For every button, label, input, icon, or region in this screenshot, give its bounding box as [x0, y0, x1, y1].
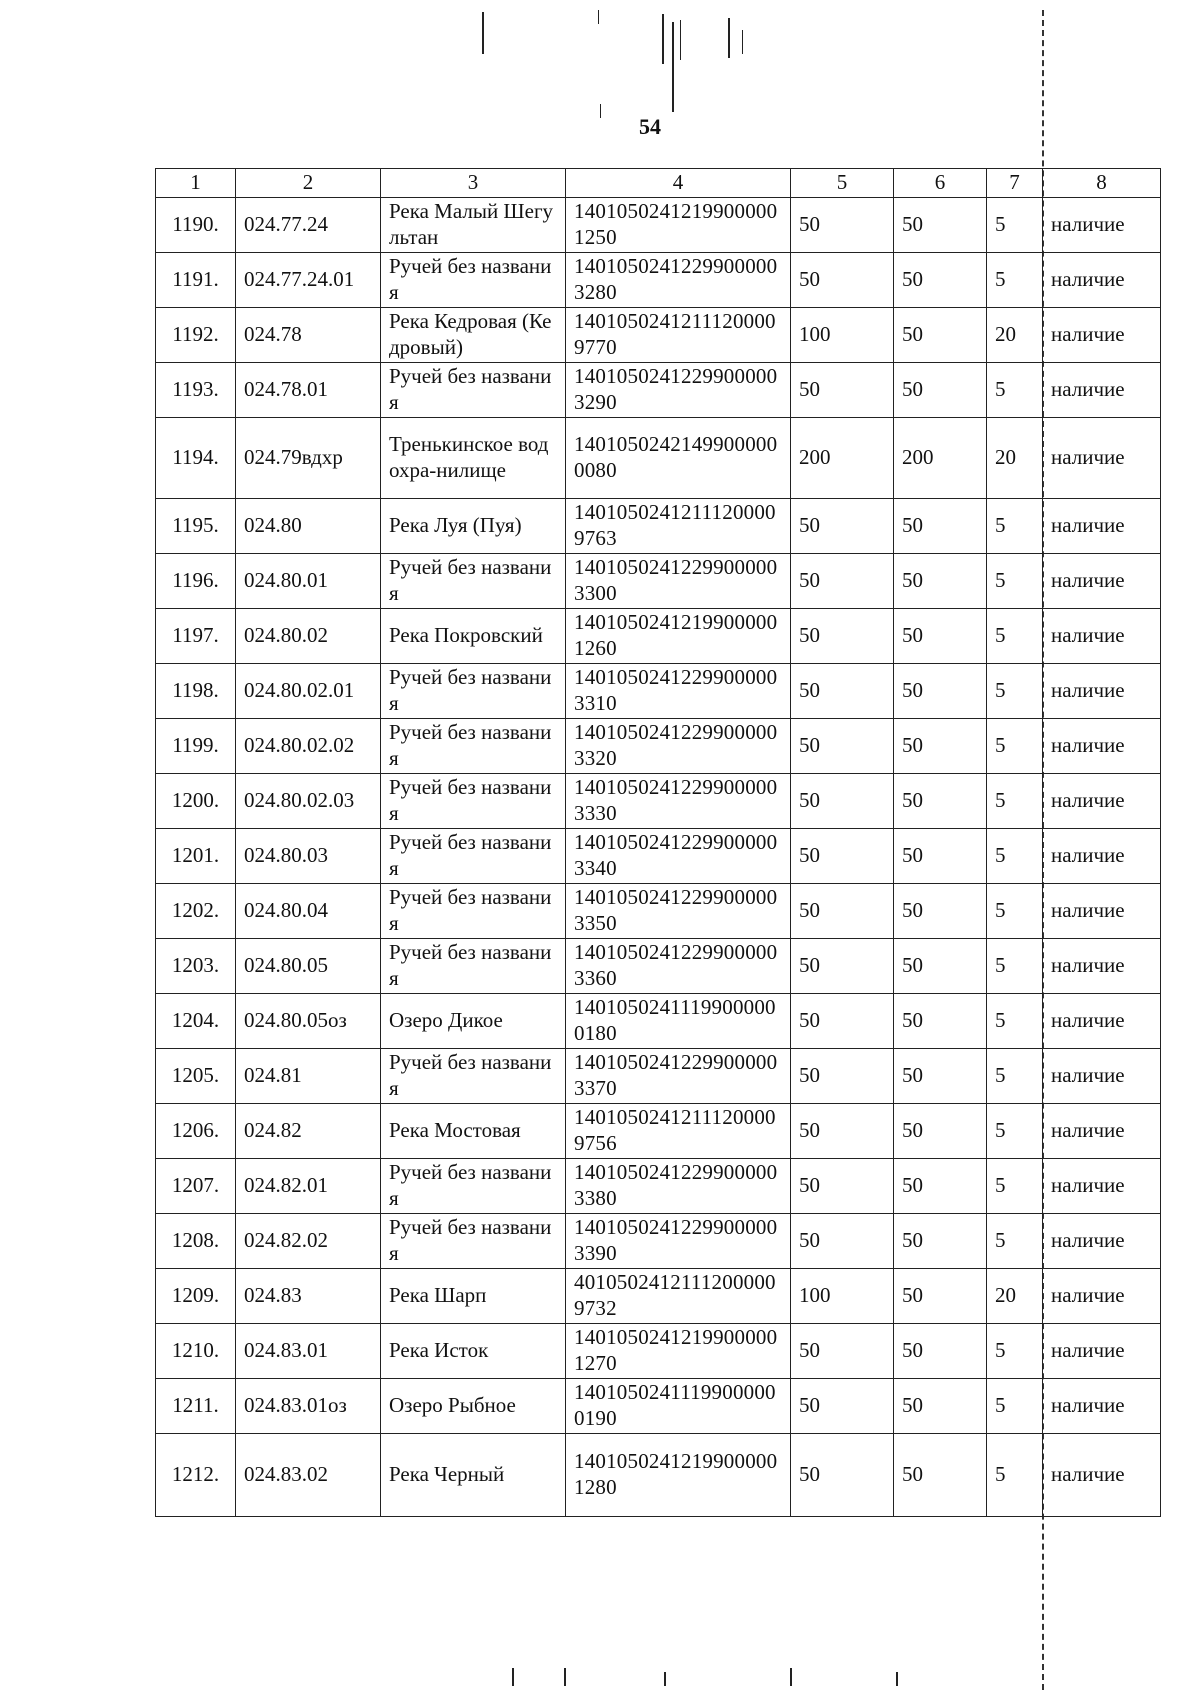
- scan-artifact: [896, 1672, 898, 1686]
- row-number: 1202.: [156, 884, 236, 939]
- value-col6: 50: [894, 1434, 987, 1517]
- water-bodies-table: [155, 168, 1161, 1517]
- table-body: [156, 198, 1161, 1517]
- scan-artifact: [680, 20, 681, 60]
- registry-id: 14010502412299000003390: [566, 1214, 791, 1269]
- value-col5: 50: [791, 719, 894, 774]
- table-row: [156, 1104, 1161, 1159]
- registry-id: 14010502412299000003290: [566, 363, 791, 418]
- row-number: 1198.: [156, 664, 236, 719]
- value-col5: 50: [791, 1214, 894, 1269]
- registry-id: 14010502412111200009763: [566, 499, 791, 554]
- value-col7: 5: [987, 1159, 1043, 1214]
- object-code: 024.78: [236, 308, 381, 363]
- status-cell: наличие: [1043, 198, 1161, 253]
- registry-id: 14010502412299000003300: [566, 554, 791, 609]
- object-name: Ручей без названия: [381, 1214, 566, 1269]
- value-col6: 50: [894, 719, 987, 774]
- row-number: 1208.: [156, 1214, 236, 1269]
- value-col7: 5: [987, 829, 1043, 884]
- object-code: 024.78.01: [236, 363, 381, 418]
- scan-artifact: [482, 12, 484, 54]
- row-number: 1192.: [156, 308, 236, 363]
- value-col6: 50: [894, 1379, 987, 1434]
- table-row: [156, 719, 1161, 774]
- value-col7: 20: [987, 1269, 1043, 1324]
- object-name: Река Покровский: [381, 609, 566, 664]
- value-col6: 50: [894, 774, 987, 829]
- status-cell: наличие: [1043, 774, 1161, 829]
- status-cell: наличие: [1043, 363, 1161, 418]
- value-col6: 50: [894, 253, 987, 308]
- object-code: 024.82.02: [236, 1214, 381, 1269]
- value-col5: 50: [791, 198, 894, 253]
- status-cell: наличие: [1043, 884, 1161, 939]
- object-name: Ручей без названия: [381, 884, 566, 939]
- object-name: Река Мостовая: [381, 1104, 566, 1159]
- column-header: 4: [566, 169, 791, 198]
- row-number: 1211.: [156, 1379, 236, 1434]
- registry-id: 14010502412199000001250: [566, 198, 791, 253]
- table-row: [156, 554, 1161, 609]
- registry-id: 14010502412299000003310: [566, 664, 791, 719]
- object-name: Ручей без названия: [381, 719, 566, 774]
- registry-id: 14010502411199000000180: [566, 994, 791, 1049]
- table-row: [156, 1269, 1161, 1324]
- column-header: 1: [156, 169, 236, 198]
- value-col5: 50: [791, 1049, 894, 1104]
- value-col5: 50: [791, 499, 894, 554]
- value-col7: 5: [987, 664, 1043, 719]
- object-code: 024.80.05: [236, 939, 381, 994]
- object-name: Ручей без названия: [381, 363, 566, 418]
- status-cell: наличие: [1043, 1049, 1161, 1104]
- value-col6: 50: [894, 363, 987, 418]
- status-cell: наличие: [1043, 554, 1161, 609]
- scan-artifact: [662, 14, 664, 64]
- value-col6: 50: [894, 198, 987, 253]
- object-name: Река Луя (Пуя): [381, 499, 566, 554]
- value-col5: 50: [791, 1434, 894, 1517]
- object-code: 024.77.24: [236, 198, 381, 253]
- value-col5: 50: [791, 363, 894, 418]
- status-cell: наличие: [1043, 1324, 1161, 1379]
- column-header: 5: [791, 169, 894, 198]
- status-cell: наличие: [1043, 1269, 1161, 1324]
- object-name: Река Черный: [381, 1434, 566, 1517]
- value-col6: 50: [894, 554, 987, 609]
- status-cell: наличие: [1043, 499, 1161, 554]
- status-cell: наличие: [1043, 308, 1161, 363]
- value-col7: 5: [987, 363, 1043, 418]
- object-name: Река Исток: [381, 1324, 566, 1379]
- registry-id: 14010502411199000000190: [566, 1379, 791, 1434]
- value-col7: 20: [987, 418, 1043, 499]
- value-col6: 50: [894, 939, 987, 994]
- value-col7: 5: [987, 198, 1043, 253]
- object-code: 024.80.04: [236, 884, 381, 939]
- object-name: Река Малый Шегультан: [381, 198, 566, 253]
- value-col6: 50: [894, 609, 987, 664]
- value-col7: 5: [987, 774, 1043, 829]
- table-row: [156, 499, 1161, 554]
- table-row: [156, 1214, 1161, 1269]
- object-name: Ручей без названия: [381, 554, 566, 609]
- object-name: Ручей без названия: [381, 664, 566, 719]
- value-col5: 50: [791, 609, 894, 664]
- registry-id: 14010502412299000003380: [566, 1159, 791, 1214]
- value-col7: 5: [987, 554, 1043, 609]
- scan-artifact: [742, 30, 743, 54]
- object-name: Ручей без названия: [381, 1159, 566, 1214]
- value-col7: 5: [987, 1049, 1043, 1104]
- row-number: 1210.: [156, 1324, 236, 1379]
- registry-id: 40105024121112000009732: [566, 1269, 791, 1324]
- value-col5: 50: [791, 1104, 894, 1159]
- value-col6: 50: [894, 1214, 987, 1269]
- value-col6: 50: [894, 664, 987, 719]
- row-number: 1201.: [156, 829, 236, 884]
- column-header: 6: [894, 169, 987, 198]
- registry-id: 14010502412199000001280: [566, 1434, 791, 1517]
- object-name: Ручей без названия: [381, 253, 566, 308]
- value-col5: 50: [791, 939, 894, 994]
- value-col7: 5: [987, 939, 1043, 994]
- object-code: 024.79вдхр: [236, 418, 381, 499]
- column-header: 2: [236, 169, 381, 198]
- value-col7: 5: [987, 994, 1043, 1049]
- scan-artifact: [728, 18, 730, 58]
- value-col5: 50: [791, 253, 894, 308]
- row-number: 1194.: [156, 418, 236, 499]
- table-row: [156, 198, 1161, 253]
- table-header-row: [156, 169, 1161, 198]
- status-cell: наличие: [1043, 1434, 1161, 1517]
- registry-id: 14010502412111200009756: [566, 1104, 791, 1159]
- registry-id: 14010502412299000003330: [566, 774, 791, 829]
- object-name: Ручей без названия: [381, 829, 566, 884]
- scan-artifact: [790, 1668, 792, 1686]
- value-col5: 50: [791, 664, 894, 719]
- table-row: [156, 418, 1161, 499]
- value-col7: 5: [987, 253, 1043, 308]
- object-code: 024.80.02: [236, 609, 381, 664]
- object-code: 024.77.24.01: [236, 253, 381, 308]
- object-code: 024.80.02.01: [236, 664, 381, 719]
- value-col7: 5: [987, 884, 1043, 939]
- scan-artifact: [512, 1668, 514, 1686]
- row-number: 1197.: [156, 609, 236, 664]
- object-code: 024.83.02: [236, 1434, 381, 1517]
- scan-artifact: [672, 22, 674, 112]
- object-code: 024.82: [236, 1104, 381, 1159]
- column-header: 3: [381, 169, 566, 198]
- object-name: Ручей без названия: [381, 774, 566, 829]
- object-code: 024.80.03: [236, 829, 381, 884]
- object-name: Река Кедровая (Кедровый): [381, 308, 566, 363]
- registry-id: 14010502412299000003280: [566, 253, 791, 308]
- status-cell: наличие: [1043, 1104, 1161, 1159]
- table-row: [156, 253, 1161, 308]
- value-col6: 50: [894, 1324, 987, 1379]
- value-col6: 50: [894, 308, 987, 363]
- object-name: Озеро Рыбное: [381, 1379, 566, 1434]
- value-col5: 100: [791, 1269, 894, 1324]
- object-name: Тренькинское водохра-нилище: [381, 418, 566, 499]
- value-col6: 50: [894, 499, 987, 554]
- table-row: [156, 1434, 1161, 1517]
- registry-id: 14010502421499000000080: [566, 418, 791, 499]
- object-code: 024.82.01: [236, 1159, 381, 1214]
- object-code: 024.80.05оз: [236, 994, 381, 1049]
- row-number: 1209.: [156, 1269, 236, 1324]
- value-col5: 50: [791, 1159, 894, 1214]
- row-number: 1207.: [156, 1159, 236, 1214]
- value-col7: 5: [987, 1104, 1043, 1159]
- value-col6: 50: [894, 829, 987, 884]
- value-col5: 50: [791, 829, 894, 884]
- scan-artifact: [598, 10, 599, 24]
- registry-id: 14010502412199000001260: [566, 609, 791, 664]
- row-number: 1193.: [156, 363, 236, 418]
- table-row: [156, 774, 1161, 829]
- status-cell: наличие: [1043, 1379, 1161, 1434]
- status-cell: наличие: [1043, 664, 1161, 719]
- object-code: 024.80.01: [236, 554, 381, 609]
- registry-id: 14010502412111200009770: [566, 308, 791, 363]
- registry-id: 14010502412199000001270: [566, 1324, 791, 1379]
- object-code: 024.83.01: [236, 1324, 381, 1379]
- row-number: 1203.: [156, 939, 236, 994]
- table-row: [156, 1159, 1161, 1214]
- scan-artifact: [564, 1668, 566, 1686]
- object-code: 024.80.02.03: [236, 774, 381, 829]
- value-col6: 50: [894, 1269, 987, 1324]
- column-header: 7: [987, 169, 1043, 198]
- status-cell: наличие: [1043, 939, 1161, 994]
- value-col5: 50: [791, 774, 894, 829]
- value-col6: 50: [894, 884, 987, 939]
- value-col5: 50: [791, 1379, 894, 1434]
- registry-id: 14010502412299000003350: [566, 884, 791, 939]
- status-cell: наличие: [1043, 1159, 1161, 1214]
- row-number: 1212.: [156, 1434, 236, 1517]
- value-col5: 50: [791, 994, 894, 1049]
- object-code: 024.80.02.02: [236, 719, 381, 774]
- table-row: [156, 609, 1161, 664]
- registry-id: 14010502412299000003370: [566, 1049, 791, 1104]
- value-col6: 200: [894, 418, 987, 499]
- table-row: [156, 994, 1161, 1049]
- table-row: [156, 829, 1161, 884]
- row-number: 1196.: [156, 554, 236, 609]
- object-name: Озеро Дикое: [381, 994, 566, 1049]
- value-col5: 50: [791, 884, 894, 939]
- column-header: 8: [1043, 169, 1161, 198]
- value-col7: 20: [987, 308, 1043, 363]
- value-col7: 5: [987, 1214, 1043, 1269]
- value-col6: 50: [894, 1104, 987, 1159]
- table-row: [156, 1049, 1161, 1104]
- value-col6: 50: [894, 1159, 987, 1214]
- row-number: 1199.: [156, 719, 236, 774]
- object-name: Ручей без названия: [381, 939, 566, 994]
- scan-artifact: [600, 104, 601, 118]
- scan-artifact: [664, 1672, 666, 1686]
- row-number: 1191.: [156, 253, 236, 308]
- object-code: 024.80: [236, 499, 381, 554]
- status-cell: наличие: [1043, 609, 1161, 664]
- registry-id: 14010502412299000003360: [566, 939, 791, 994]
- row-number: 1195.: [156, 499, 236, 554]
- object-code: 024.81: [236, 1049, 381, 1104]
- row-number: 1204.: [156, 994, 236, 1049]
- object-name: Река Шарп: [381, 1269, 566, 1324]
- status-cell: наличие: [1043, 418, 1161, 499]
- page-number: 54: [639, 114, 661, 139]
- object-code: 024.83.01оз: [236, 1379, 381, 1434]
- status-cell: наличие: [1043, 719, 1161, 774]
- status-cell: наличие: [1043, 994, 1161, 1049]
- status-cell: наличие: [1043, 253, 1161, 308]
- table-row: [156, 363, 1161, 418]
- value-col6: 50: [894, 994, 987, 1049]
- value-col7: 5: [987, 1434, 1043, 1517]
- registry-id: 14010502412299000003320: [566, 719, 791, 774]
- status-cell: наличие: [1043, 1214, 1161, 1269]
- table-row: [156, 939, 1161, 994]
- table-row: [156, 1379, 1161, 1434]
- value-col7: 5: [987, 1379, 1043, 1434]
- value-col5: 100: [791, 308, 894, 363]
- row-number: 1205.: [156, 1049, 236, 1104]
- object-name: Ручей без названия: [381, 1049, 566, 1104]
- row-number: 1200.: [156, 774, 236, 829]
- table-row: [156, 884, 1161, 939]
- value-col7: 5: [987, 499, 1043, 554]
- table-row: [156, 664, 1161, 719]
- value-col7: 5: [987, 719, 1043, 774]
- row-number: 1190.: [156, 198, 236, 253]
- value-col7: 5: [987, 1324, 1043, 1379]
- value-col7: 5: [987, 609, 1043, 664]
- value-col5: 50: [791, 1324, 894, 1379]
- row-number: 1206.: [156, 1104, 236, 1159]
- status-cell: наличие: [1043, 829, 1161, 884]
- value-col5: 200: [791, 418, 894, 499]
- value-col6: 50: [894, 1049, 987, 1104]
- registry-id: 14010502412299000003340: [566, 829, 791, 884]
- value-col5: 50: [791, 554, 894, 609]
- table-row: [156, 1324, 1161, 1379]
- table-row: [156, 308, 1161, 363]
- object-code: 024.83: [236, 1269, 381, 1324]
